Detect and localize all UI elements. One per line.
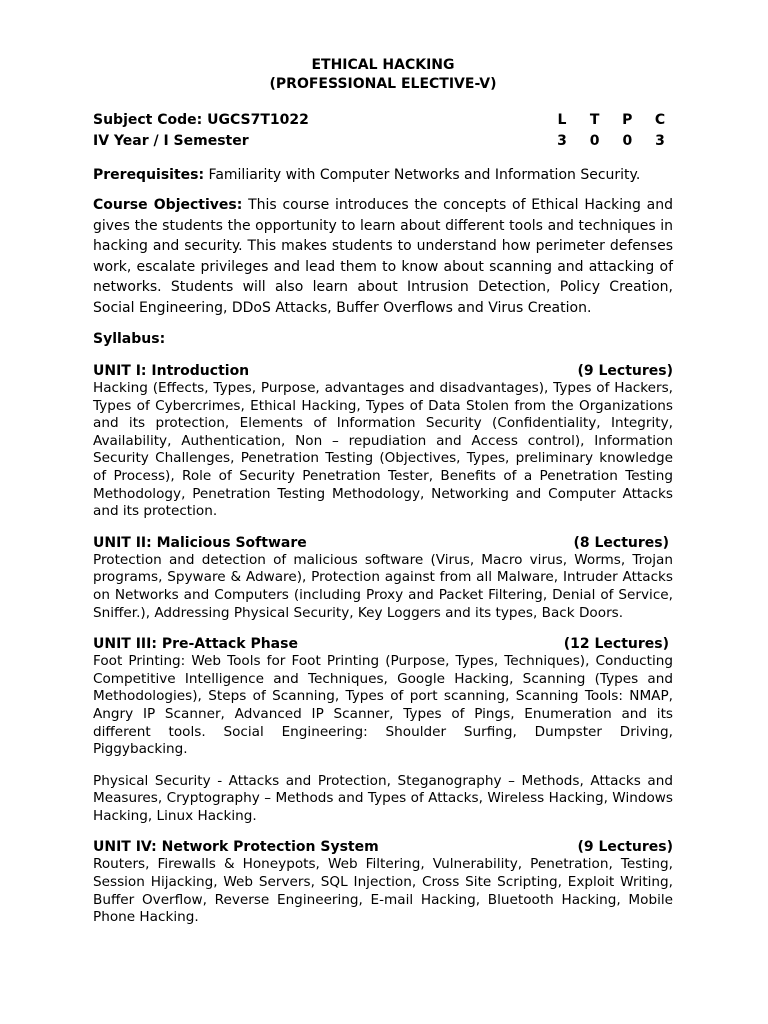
prerequisites-text: Familiarity with Computer Networks and Information Security. xyxy=(204,167,641,183)
ltpc-value-t: 0 xyxy=(589,133,600,149)
course-title-line1: ETHICAL HACKING xyxy=(311,57,455,73)
unit-3 xyxy=(93,635,673,825)
subject-info xyxy=(93,110,673,152)
subject-code-row xyxy=(93,110,673,131)
unit-4 xyxy=(93,838,673,926)
unit-2 xyxy=(93,534,673,622)
subject-code: Subject Code: UGCS7T1022 xyxy=(93,112,309,128)
syllabus-page xyxy=(93,56,673,927)
unit-1-body: Hacking (Effects, Types, Purpose, advantages and disadvantages), Types of Hackers, Types of Cybercrimes, Ethical Hacking, Types of Data Stolen from the Organizations and its protection, Elements of Information Security (Confidentiality, Integrity, Availability, Authentication, Non – repudiation and Access control), Information Security Challenges, Penetration Testing (Objectives, Types, preliminary knowledge of Process), Role of Security Penetration Tester, Benefits of a Penetration Testing Methodology, Penetration Testing Methodology, Networking and Computer Attacks and its protection. xyxy=(93,380,673,520)
unit-2-title: UNIT II: Malicious Software xyxy=(93,534,307,551)
unit-4-title: UNIT IV: Network Protection System xyxy=(93,839,379,856)
objectives-text: This course introduces the concepts of Ethical Hacking and gives the students the opportunity to learn about different tools and techniques in hacking and security. This makes students to understand how perimeter defenses work, escalate privileges and lead them to know about scanning and attacking of networks. Students will also learn about Intrusion Detection, Policy Creation, Social Engineering, DDoS Attacks, Buffer Overflows and Virus Creation. xyxy=(93,197,673,316)
ltpc-value-p: 0 xyxy=(622,133,633,149)
ltpc-value-c: 3 xyxy=(655,133,665,149)
unit-3-title: UNIT III: Pre-Attack Phase xyxy=(93,636,298,653)
unit-1 xyxy=(93,362,673,521)
syllabus-heading: Syllabus: xyxy=(93,331,166,347)
objectives-label: Course Objectives: xyxy=(93,197,243,213)
unit-2-lectures: (8 Lectures) xyxy=(573,534,669,551)
unit-3-body-2: Physical Security - Attacks and Protection, Steganography – Methods, Attacks and Measures, Cryptography – Methods and Types of Attacks, Wireless Hacking, Windows Hacking, Linux Hacking. xyxy=(93,772,673,824)
ltpc-values xyxy=(555,131,673,152)
unit-1-title: UNIT I: Introduction xyxy=(93,363,250,379)
unit-3-lectures: (12 Lectures) xyxy=(563,636,669,653)
unit-4-heading xyxy=(93,838,673,856)
unit-2-heading xyxy=(93,534,673,552)
ltpc-header-l: L xyxy=(557,112,567,128)
unit-2-body: Protection and detection of malicious software (Virus, Macro virus, Worms, Trojan programs, Spyware & Adware), Protection against from all Malware, Intruder Attacks on Networks and Computers (including Proxy and Packet Filtering, Denial of Service, Sniffer.), Addressing Physical Security, Key Loggers and its types, Back Doors. xyxy=(93,551,673,621)
year-row xyxy=(93,131,673,152)
unit-1-lectures: (9 Lectures) xyxy=(577,363,673,379)
prerequisites-label: Prerequisites: xyxy=(93,167,205,183)
unit-3-body: Foot Printing: Web Tools for Foot Printing (Purpose, Types, Techniques), Conducting Competitive Intelligence and Techniques, Google Hacking, Scanning (Types and Methodologies), Steps of Scanning, Types of port scanning, Scanning Tools: NMAP, Angry IP Scanner, Advanced IP Scanner, Types of Pings, Enumeration and its different tools. Social Engineering: Shoulder Surfing, Dumpster Driving, Piggybacking. xyxy=(93,653,673,758)
unit-3-heading xyxy=(93,635,673,653)
prerequisites xyxy=(93,165,673,186)
year-semester: IV Year / I Semester xyxy=(93,133,249,149)
ltpc-headers xyxy=(555,110,673,131)
ltpc-header-p: P xyxy=(622,112,633,128)
unit-1-heading xyxy=(93,362,673,380)
ltpc-value-l: 3 xyxy=(557,133,567,149)
ltpc-header-c: C xyxy=(654,112,666,128)
unit-4-body: Routers, Firewalls & Honeypots, Web Filtering, Vulnerability, Penetration, Testing, Session Hijacking, Web Servers, SQL Injection, Cross Site Scripting, Exploit Writing, Buffer Overflow, Reverse Engineering, E-mail Hacking, Bluetooth Hacking, Mobile Phone Hacking. xyxy=(93,856,673,926)
ltpc-header-t: T xyxy=(589,112,600,128)
course-objectives xyxy=(93,195,673,318)
course-title-line2: (PROFESSIONAL ELECTIVE-V) xyxy=(269,76,497,92)
unit-4-lectures: (9 Lectures) xyxy=(577,839,673,856)
course-title xyxy=(93,56,673,94)
